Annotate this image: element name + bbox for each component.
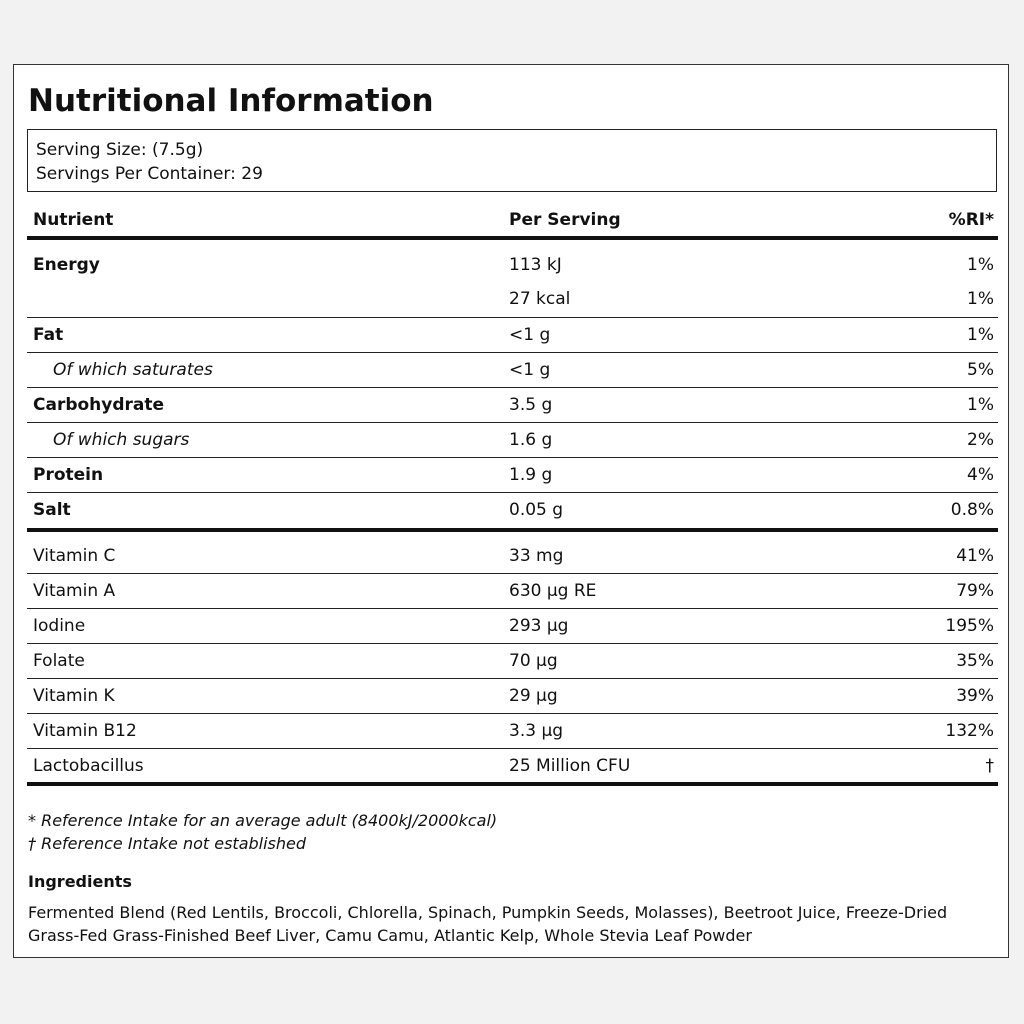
nutrient-ri: 195% xyxy=(945,616,994,636)
table-row-vitamin-c xyxy=(27,532,998,574)
nutrient-ri: 2% xyxy=(967,430,994,450)
nutrient-name: Salt xyxy=(33,500,71,520)
nutrient-ri: 79% xyxy=(956,581,994,601)
nutrition-table xyxy=(27,200,998,786)
nutrient-name: Vitamin C xyxy=(33,546,116,566)
footnote-not-established: † Reference Intake not established xyxy=(28,834,307,853)
nutrient-name: Fat xyxy=(33,325,64,345)
table-row-energy-kcal xyxy=(27,284,998,318)
nutrient-ri: 1% xyxy=(967,255,994,275)
table-row-protein xyxy=(27,458,998,493)
nutrient-name: Iodine xyxy=(33,616,86,636)
nutrient-name: Energy xyxy=(33,255,100,275)
nutrient-name: Vitamin A xyxy=(33,581,116,601)
nutrient-ri: 39% xyxy=(956,686,994,706)
table-row-sugars xyxy=(27,423,998,458)
nutrient-name: Vitamin K xyxy=(33,686,115,706)
nutrient-ri: 1% xyxy=(967,325,994,345)
nutrient-amount: 293 μg xyxy=(509,616,569,636)
table-row-energy-kj xyxy=(27,240,998,284)
footnotes xyxy=(28,809,497,855)
nutrient-name: Lactobacillus xyxy=(33,756,144,776)
nutrient-ri: 1% xyxy=(967,289,994,309)
table-row-fat xyxy=(27,318,998,353)
nutrient-amount: 1.9 g xyxy=(509,465,553,485)
nutrient-amount: 1.6 g xyxy=(509,430,553,450)
ingredients-title: Ingredients xyxy=(28,872,132,891)
header-per-serving: Per Serving xyxy=(509,210,621,230)
nutrition-panel xyxy=(13,64,1009,958)
nutrient-ri: 1% xyxy=(967,395,994,415)
nutrient-amount: <1 g xyxy=(509,325,551,345)
serving-info-box xyxy=(27,129,997,192)
servings-per-container: Servings Per Container: 29 xyxy=(36,164,263,184)
page-title: Nutritional Information xyxy=(28,83,434,119)
nutrient-amount: 70 μg xyxy=(509,651,558,671)
nutrient-amount: 27 kcal xyxy=(509,289,571,309)
nutrient-amount: 0.05 g xyxy=(509,500,564,520)
nutrient-ri: 5% xyxy=(967,360,994,380)
table-row-vitamin-b12 xyxy=(27,714,998,749)
table-row-vitamin-k xyxy=(27,679,998,714)
table-row-vitamin-a xyxy=(27,574,998,609)
table-header-row xyxy=(27,200,998,240)
nutrient-amount: 33 mg xyxy=(509,546,564,566)
table-row-salt xyxy=(27,493,998,532)
table-row-iodine xyxy=(27,609,998,644)
nutrient-ri: 4% xyxy=(967,465,994,485)
nutrient-amount: 3.5 g xyxy=(509,395,553,415)
serving-size: Serving Size: (7.5g) xyxy=(36,140,204,160)
nutrient-amount: 630 μg RE xyxy=(509,581,597,601)
nutrient-amount: 113 kJ xyxy=(509,255,562,275)
nutrient-ri: 41% xyxy=(956,546,994,566)
table-row-folate xyxy=(27,644,998,679)
nutrient-amount: 25 Million CFU xyxy=(509,756,631,776)
header-nutrient: Nutrient xyxy=(33,210,114,230)
nutrient-amount: 29 μg xyxy=(509,686,558,706)
footnote-ri: * Reference Intake for an average adult (8400kJ/2000kcal) xyxy=(28,811,498,830)
nutrient-ri: 35% xyxy=(956,651,994,671)
header-ri: %RI* xyxy=(948,210,994,230)
table-row-saturates xyxy=(27,353,998,388)
nutrient-name: Protein xyxy=(33,465,104,485)
nutrient-name: Of which sugars xyxy=(53,430,190,450)
table-row-lactobacillus xyxy=(27,749,998,786)
nutrient-ri: 132% xyxy=(945,721,994,741)
nutrient-amount: <1 g xyxy=(509,360,551,380)
nutrient-name: Carbohydrate xyxy=(33,395,165,415)
nutrient-ri: 0.8% xyxy=(950,500,994,520)
nutrient-name: Folate xyxy=(33,651,85,671)
nutrient-name: Vitamin B12 xyxy=(33,721,137,741)
table-row-carbohydrate xyxy=(27,388,998,423)
nutrient-ri: † xyxy=(985,756,994,776)
nutrient-amount: 3.3 μg xyxy=(509,721,564,741)
ingredients-text: Fermented Blend (Red Lentils, Broccoli, Chlorella, Spinach, Pumpkin Seeds, Molasses), Beetroot Juice, Freeze-Dried Grass-Fed Grass-Finished Beef Liver, Camu Camu, Atlantic Kelp, Whole Stevia Leaf Powder xyxy=(28,903,948,945)
nutrient-name: Of which saturates xyxy=(53,360,213,380)
